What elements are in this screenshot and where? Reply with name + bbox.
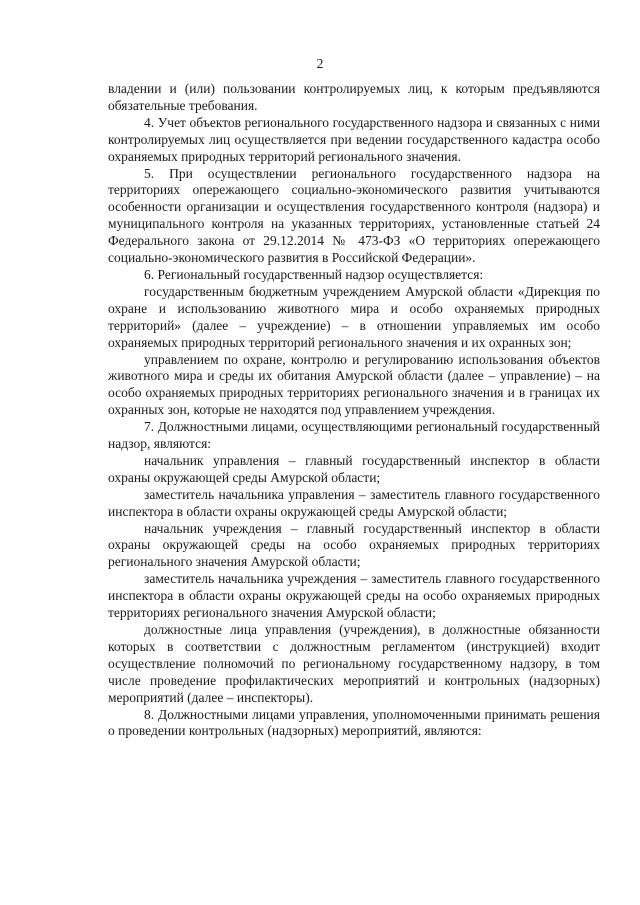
paragraph-7-item-head-institution: начальник учреждения – главный государственный инспектор в области охраны окружающей среды на особо охраняемых природных территориях регионального значения Амурской области;: [108, 520, 600, 570]
paragraph-7-item-officials: должностные лица управления (учреждения), в должностные обязанности которых в соответствии с должностным регламентом (инструкцией) входит осуществление полномочий по региональному государственному надзору, в том числе проведение профилактических мероприятий и контрольных (надзорных) мероприятий (далее – инспекторы).: [108, 622, 600, 705]
paragraph-7-item-head-department: начальник управления – главный государственный инспектор в области охраны окружающей среды Амурской области;: [108, 452, 600, 485]
paragraph-continuation: владении и (или) пользовании контролируемых лиц, к которым предъявляются обязательные требования.: [108, 81, 600, 113]
paragraph-6-item-department: управлением по охране, контролю и регулированию использования объектов животного мира и среды их обитания Амурской области (далее – управление) – на особо охраняемых природных территориях регионального значения и в границах их охранных зон, которые не находятся под управлением учреждения.: [108, 351, 600, 418]
paragraph-6-item-institution: государственным бюджетным учреждением Амурской области «Дирекция по охране и использованию животного мира и особо охраняемых природных территорий» (далее – учреждение) – в отношении управляемых им особо охраняемых природных территорий регионального значения и их охранных зон;: [108, 283, 600, 350]
paragraph-7: 7. Должностными лицами, осуществляющими региональный государственный надзор, являются:: [108, 419, 600, 452]
paragraph-7-item-deputy-department: заместитель начальника управления – заместитель главного государственного инспектора в области охраны окружающей среды Амурской области;: [108, 486, 600, 519]
paragraph-4: 4. Учет объектов регионального государственного надзора и связанных с ними контролируемых лиц осуществляется при ведении государственного кадастра особо охраняемых природных территорий регионального значения.: [108, 114, 600, 164]
paragraph-8: 8. Должностными лицами управления, уполномоченными принимать решения о проведении контрольных (надзорных) мероприятий, являются:: [108, 706, 600, 739]
page-number: 2: [316, 56, 324, 71]
paragraph-7-item-deputy-institution: заместитель начальника учреждения – заместитель главного государственного инспектора в области охраны окружающей среды на особо охраняемых природных территориях регионального значения Амурской области;: [108, 571, 600, 621]
document-body: [108, 81, 600, 740]
paragraph-5: 5. При осуществлении регионального государственного надзора на территориях опережающего социально-экономического развития учитываются особенности организации и осуществления государственного контроля (надзора) и муниципального контроля на указанных территориях, установленные статьей 24 Федерального закона от 29.12.2014 № 473-ФЗ «О территориях опережающего социально-экономического развития в Российской Федерации».: [108, 165, 600, 266]
paragraph-6: 6. Региональный государственный надзор осуществляется:: [144, 266, 484, 282]
